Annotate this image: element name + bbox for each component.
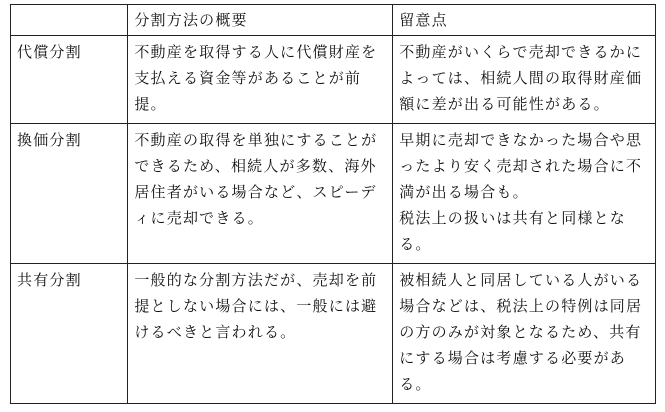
table-row: [11, 36, 656, 124]
header-cell-notes: 留意点: [393, 5, 656, 36]
header-cell-empty: [11, 5, 128, 36]
notes-cell: [393, 124, 656, 264]
overview-cell: 不動産の取得を単独にすることができるため、相続人が多数、海外居住者がいる場合など、スピーディに売却できる。: [128, 124, 393, 264]
table-row: [11, 124, 656, 264]
notes-paragraph: 早期に売却できなかった場合や思ったより安く売却された場合に不満が出る場合も。: [399, 131, 643, 201]
overview-cell: 一般的な分割方法だが、売却を前提としない場合には、一般には避けるべきと言われる。: [128, 264, 393, 404]
table-row: [11, 264, 656, 404]
overview-cell: 不動産を取得する人に代償財産を支払える資金等があることが前提。: [128, 36, 393, 124]
method-name-cell: 共有分割: [11, 264, 128, 404]
table-header-row: [11, 5, 656, 36]
notes-paragraph: 税法上の扱いは共有と同様となる。: [399, 209, 627, 253]
notes-cell: 不動産がいくらで売却できるかによっては、相続人間の取得財産価額に差が出る可能性がある。: [393, 36, 656, 124]
method-name-cell: 代償分割: [11, 36, 128, 124]
inheritance-division-table: [10, 4, 656, 404]
notes-cell: 被相続人と同居している人がいる場合などは、税法上の特例は同居の方のみが対象となるため、共有にする場合は考慮する必要がある。: [393, 264, 656, 404]
method-name-cell: 換価分割: [11, 124, 128, 264]
document: [10, 4, 656, 404]
header-cell-overview: 分割方法の概要: [128, 5, 393, 36]
